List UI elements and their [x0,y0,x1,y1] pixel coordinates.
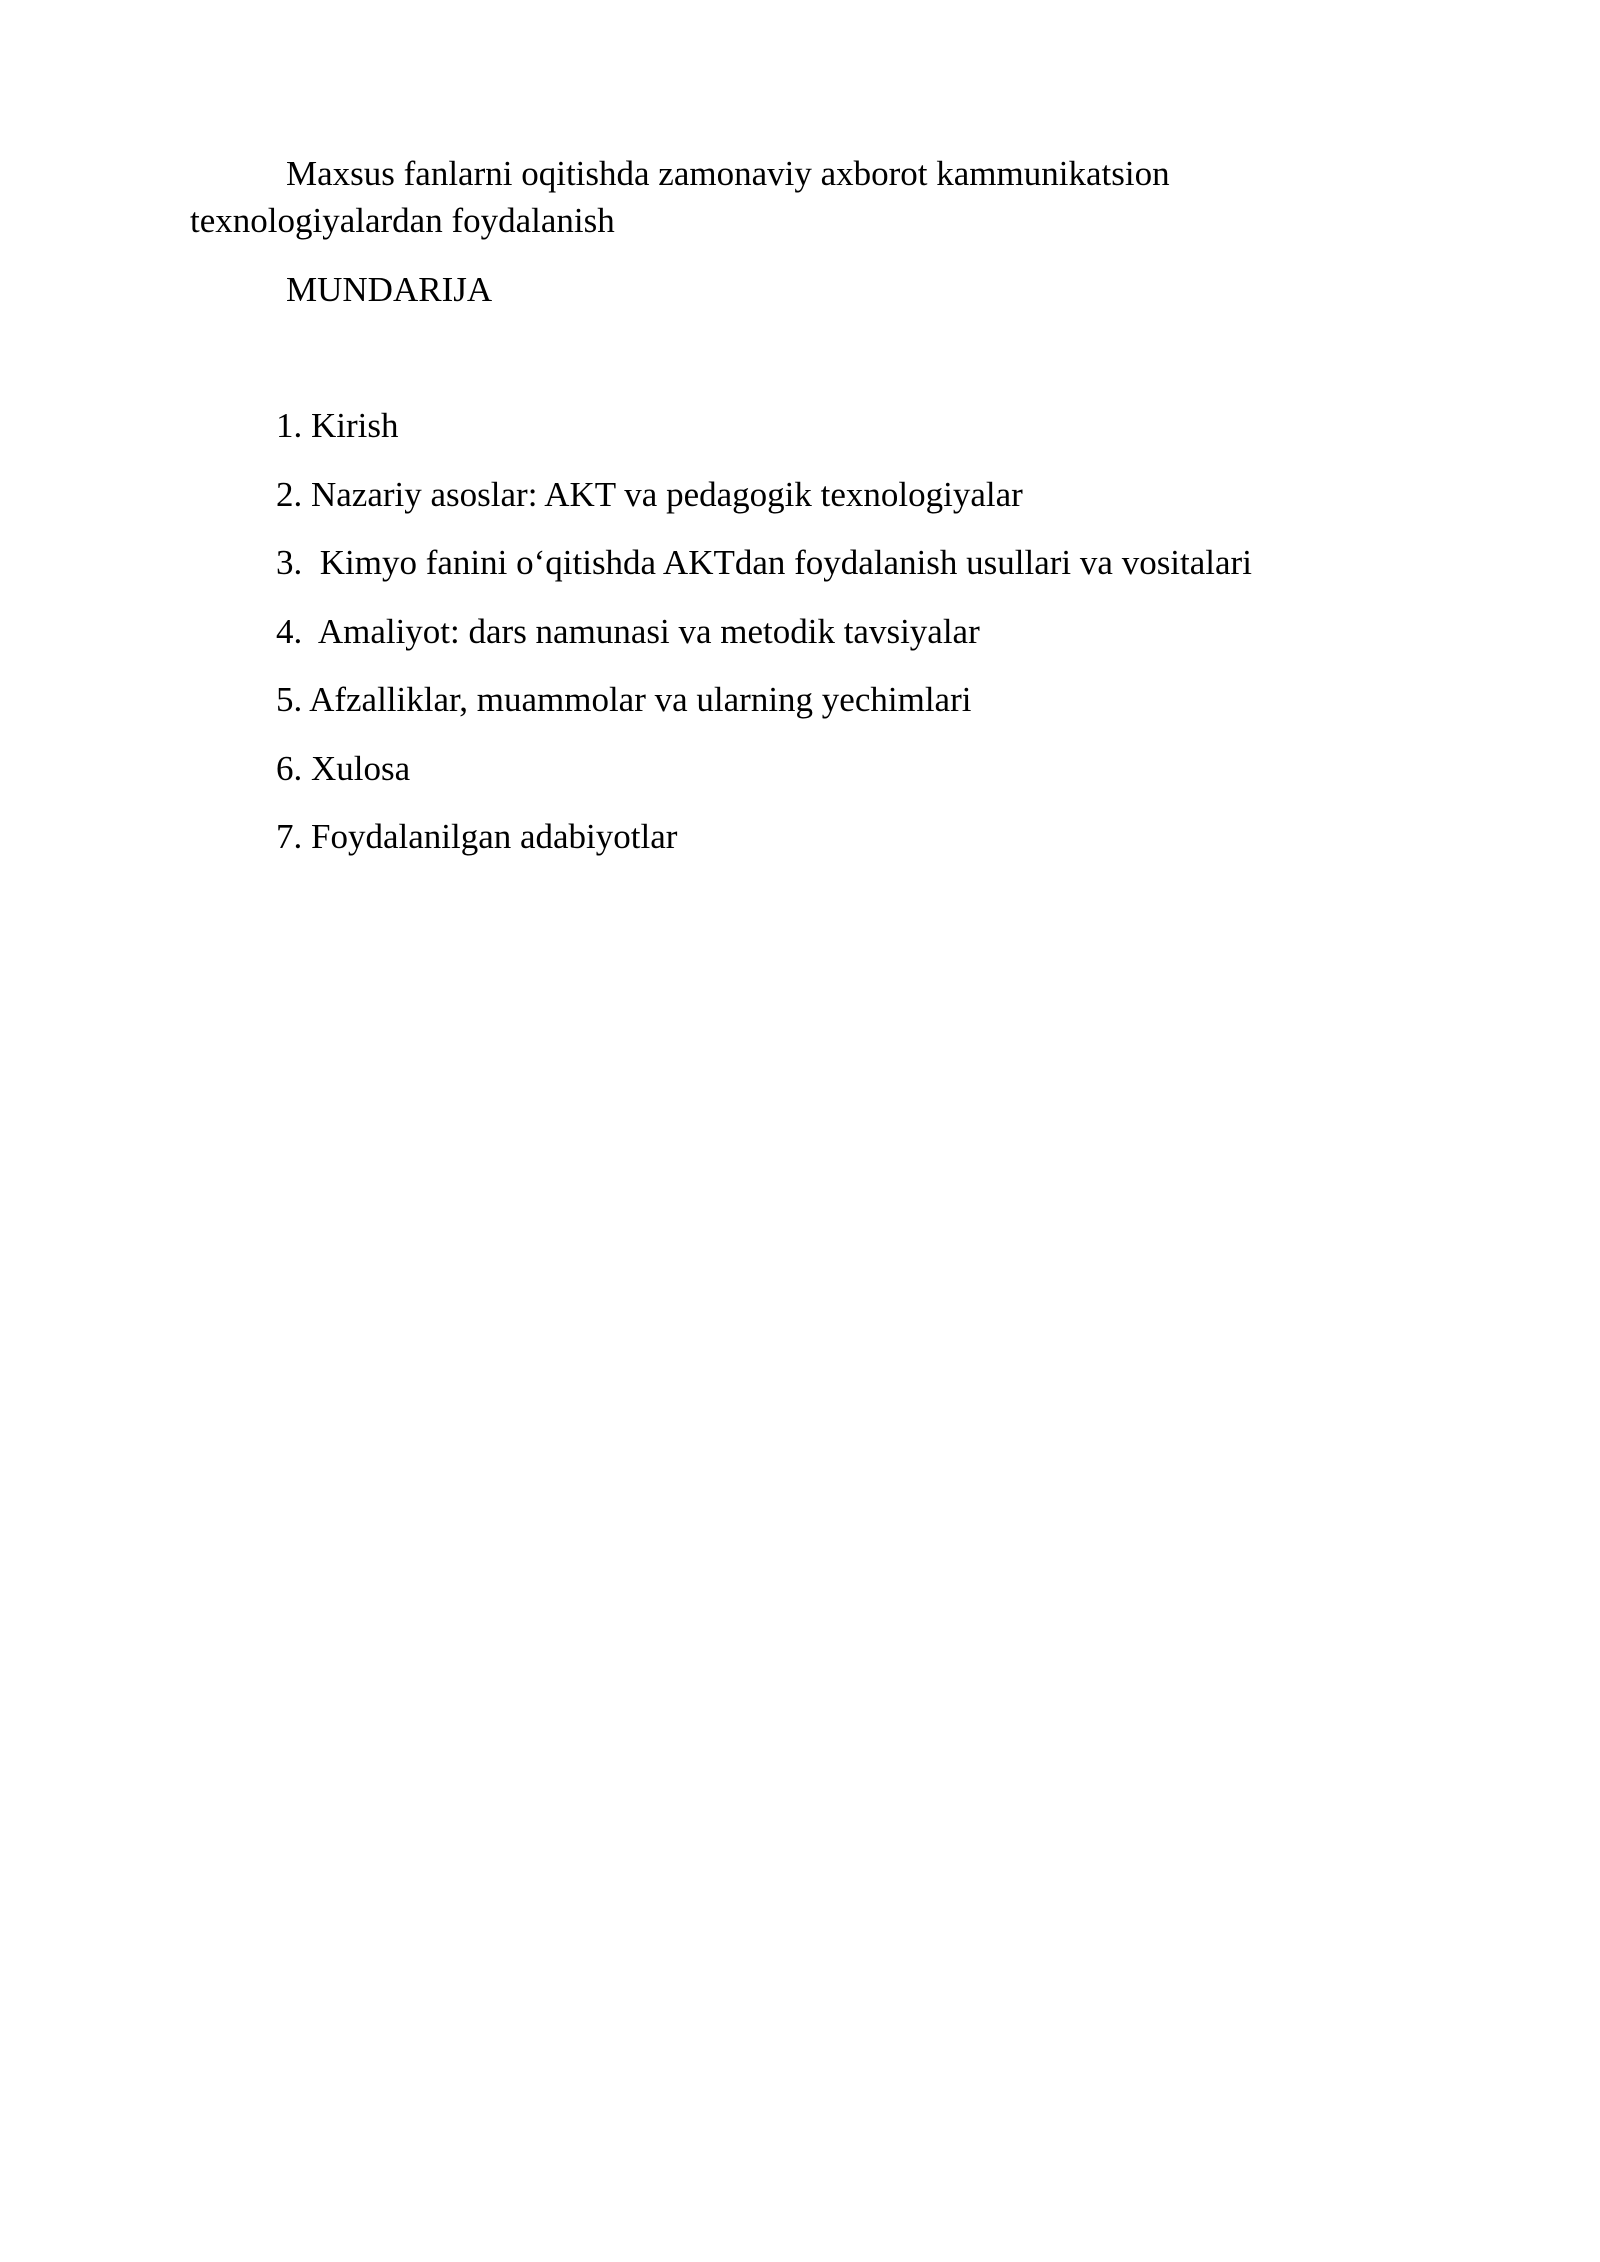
toc-item-introduction: 1. Kirish [276,406,399,445]
table-of-contents [276,402,1252,882]
toc-item-advantages: 5. Afzalliklar, muammolar va ularning yechimlari [276,680,972,719]
toc-item-practice: 4. Amaliyot: dars namunasi va metodik tavsiyalar [276,611,980,651]
toc-item-methods: 3. Kimyo fanini o‘qitishda AKTdan foydalanish usullari va vositalari [276,543,1252,582]
toc-item-references: 7. Foydalanilgan adabiyotlar [276,817,678,856]
document-title: Maxsus fanlarni oqitishda zamonaviy axborot kammunikatsion texnologiyalardan foydalanish [190,154,1170,240]
toc-heading: MUNDARIJA [286,270,493,309]
toc-item-theory: 2. Nazariy asoslar: AKT va pedagogik texnologiyalar [276,474,1023,514]
toc-item-conclusion: 6. Xulosa [276,748,411,788]
